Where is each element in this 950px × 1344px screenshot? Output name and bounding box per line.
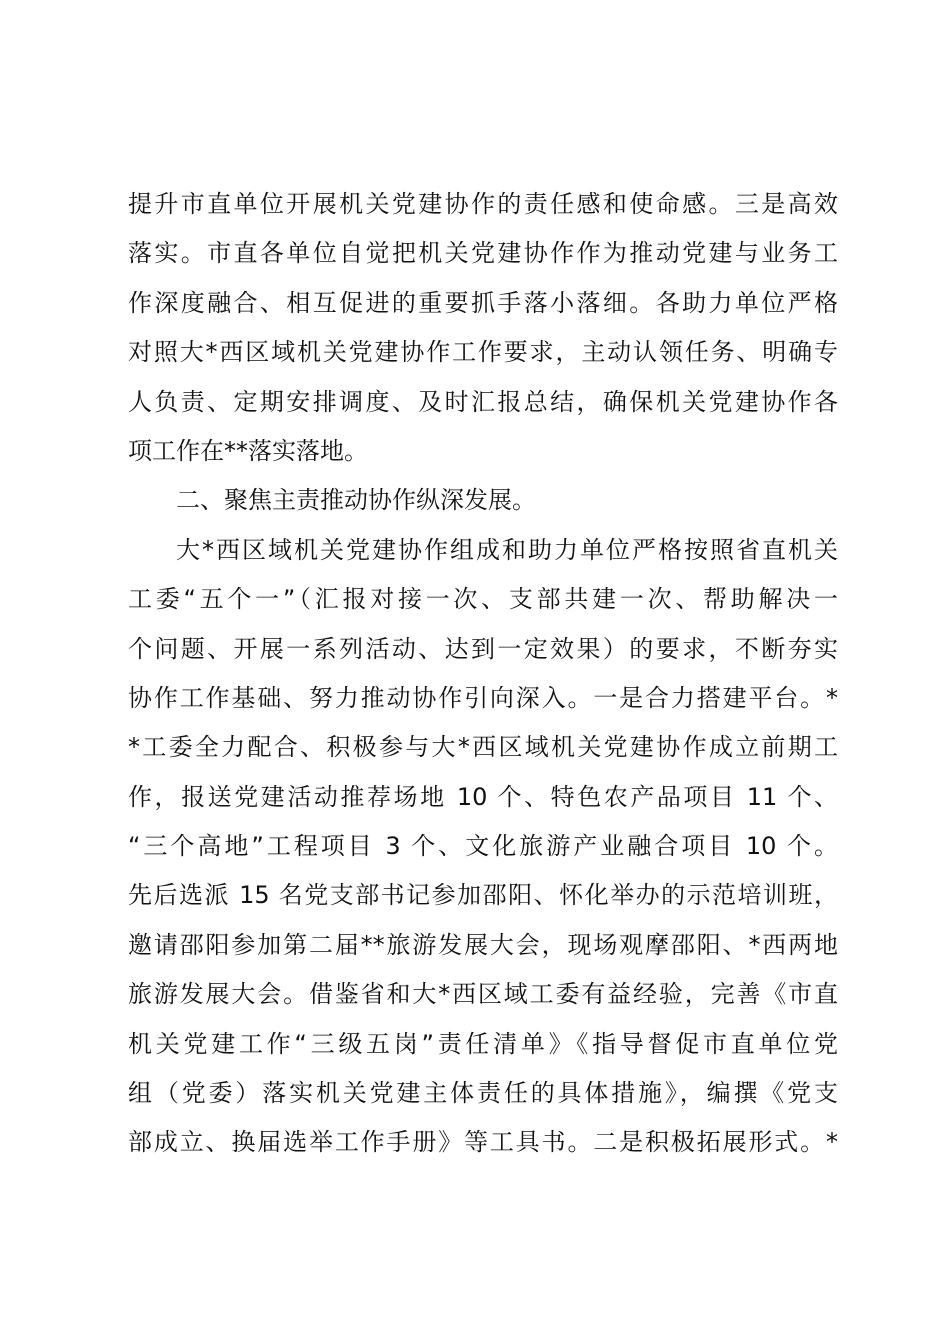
text-line: 作深度融合、相互促进的重要抓手落小落细。各助力单位严格	[128, 288, 838, 317]
text-line: 邀请邵阳参加第二届**旅游发展大会，现场观摩邵阳、*西两地	[128, 930, 838, 959]
text-line: 作，报送党建活动推荐场地 10 个、特色农产品项目 11 个、	[128, 782, 838, 811]
text-line: 个问题、开展一系列活动、达到一定效果）的要求，不断夯实	[128, 634, 838, 663]
text-line: 落实。市直各单位自觉把机关党建协作作为推动党建与业务工	[128, 239, 838, 268]
text-line: 组（党委）落实机关党建主体责任的具体措施》，编撰《党支	[128, 1079, 838, 1108]
text-line: 协作工作基础、努力推动协作引向深入。一是合力搭建平台。*	[128, 683, 838, 712]
text-line: 对照大*西区域机关党建协作工作要求，主动认领任务、明确专	[128, 338, 838, 367]
text-line: 先后选派 15 名党支部书记参加邵阳、怀化举办的示范培训班，	[128, 881, 838, 910]
text-line: 工委“五个一”（汇报对接一次、支部共建一次、帮助解决一	[128, 585, 838, 614]
text-line: “三个高地”工程项目 3 个、文化旅游产业融合项目 10 个。	[128, 832, 838, 861]
text-line: 旅游发展大会。借鉴省和大*西区域工委有益经验，完善《市直	[128, 980, 838, 1009]
body-text	[128, 180, 838, 1168]
text-line: 二、聚焦主责推动协作纵深发展。	[176, 486, 536, 515]
text-line: *工委全力配合、积极参与大*西区域机关党建协作成立前期工	[128, 733, 838, 762]
text-line: 提升市直单位开展机关党建协作的责任感和使命感。三是高效	[128, 190, 838, 218]
text-line: 机关党建工作“三级五岗”责任清单》《指导督促市直单位党	[128, 1029, 838, 1058]
text-line: 项工作在**落实落地。	[128, 436, 368, 465]
text-line: 部成立、换届选举工作手册》等工具书。二是积极拓展形式。*	[128, 1128, 838, 1157]
text-line: 大*西区域机关党建协作组成和助力单位严格按照省直机关	[176, 535, 838, 564]
text-line: 人负责、定期安排调度、及时汇报总结，确保机关党建协作各	[128, 387, 838, 416]
